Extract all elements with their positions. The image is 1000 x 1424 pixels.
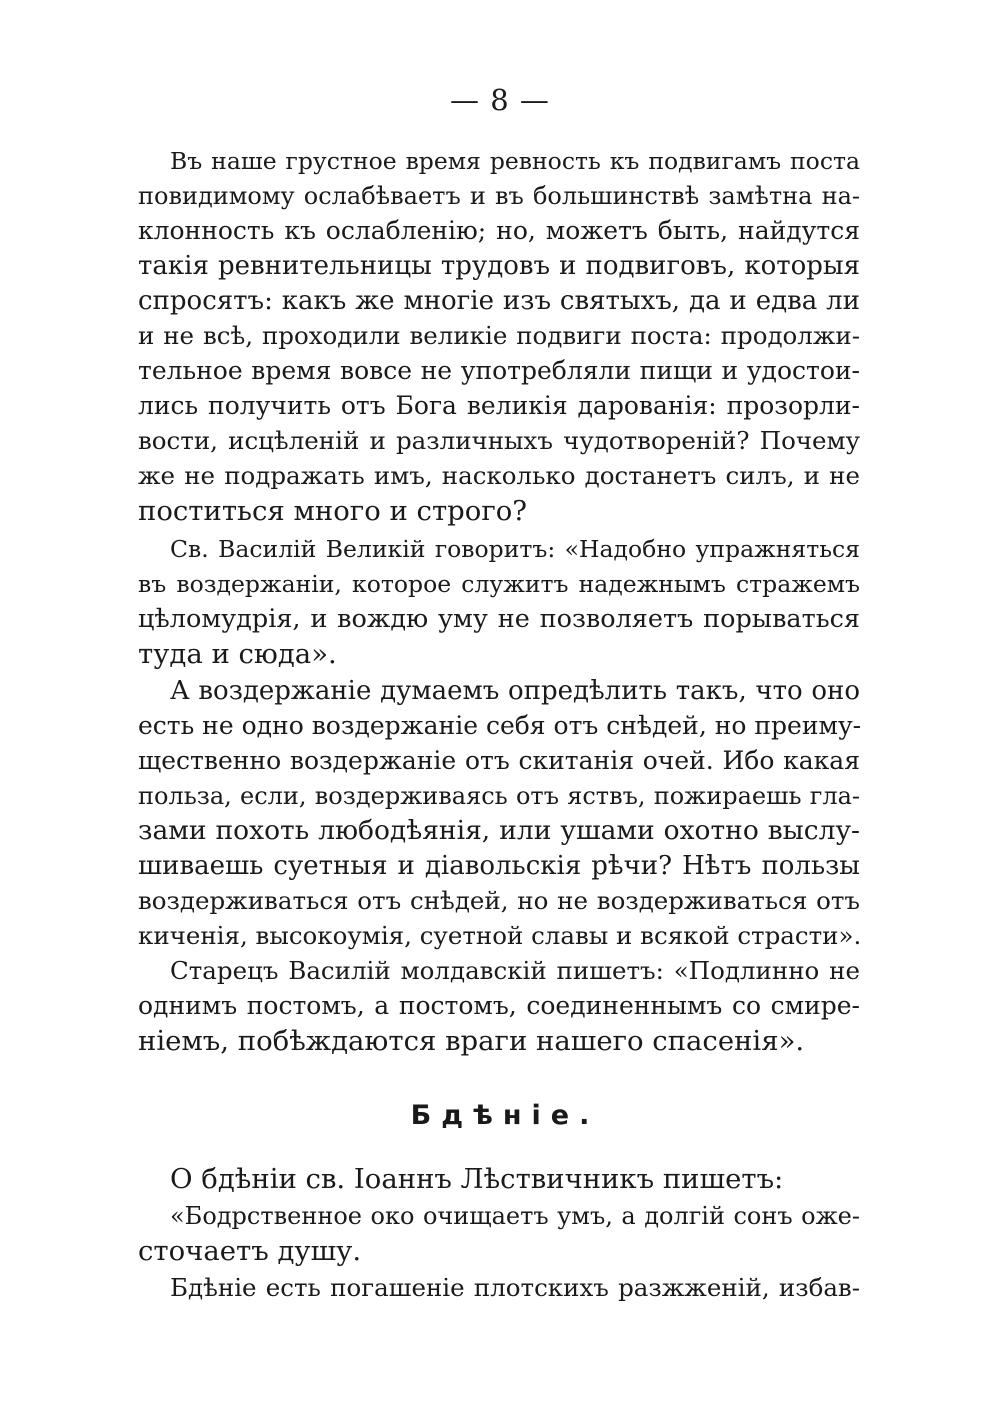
- text-line: киченія, высокоумія, суетной славы и всякой страсти».: [138, 921, 862, 950]
- text-line: щественно воздержаніе отъ скитанія очей. Ибо какая: [138, 746, 860, 775]
- text-line: сточаетъ душу.: [138, 1235, 362, 1267]
- text-line: Бдѣніе есть погашеніе плотскихъ разжженій, избав-: [170, 1273, 860, 1302]
- text-line: лись получить отъ Бога великія дарованія: прозорли-: [138, 391, 860, 420]
- text-line: есть не одно воздержаніе себя отъ снѣдей, но преиму-: [138, 711, 862, 740]
- text-line: зами похоть любодѣянія, или ушами охотно выслу-: [138, 815, 860, 846]
- text-line: клонность къ ослабленію; но, можетъ быть, найдутся: [138, 216, 860, 245]
- page-number: — 8 —: [450, 83, 550, 117]
- text-line: польза, если, воздерживаясь отъ яствъ, пожираешь гла-: [138, 782, 860, 810]
- section-heading: Бдѣніе.: [410, 1100, 600, 1131]
- text-line: О бдѣніи св. Іоаннъ Лѣствичникъ пишетъ:: [170, 1163, 784, 1195]
- text-line: однимъ постомъ, а постомъ, соединеннымъ со смире-: [138, 991, 860, 1020]
- text-line: шиваешь суетныя и діавольскія рѣчи? Нѣтъ пользы: [138, 851, 860, 881]
- text-line: повидимому ослабѣваетъ и въ большинствѣ замѣтна на-: [138, 182, 860, 210]
- text-line: ніемъ, побѣждаются враги нашего спасенія».: [138, 1025, 805, 1057]
- text-line: поститься много и строго?: [138, 495, 528, 527]
- text-line: цѣломудрія, и вождю уму не позволяетъ порываться: [138, 604, 860, 634]
- text-line: Старецъ Василій молдавскій пишетъ: «Подлинно не: [170, 956, 860, 985]
- text-line: же не подражать имъ, насколько достанетъ силъ, и не: [138, 461, 860, 490]
- text-line: воздерживаться отъ снѣдей, но не воздерживаться отъ: [138, 886, 860, 915]
- text-line: вости, исцѣленій и различныхъ чудотвореній? Почему: [138, 426, 860, 455]
- text-line: спросятъ: какъ же многіе изъ святыхъ, да и едва ли: [138, 286, 860, 316]
- text-line: А воздержаніе думаемъ опредѣлить такъ, что оно: [170, 676, 860, 706]
- text-line: и не всѣ, проходили великіе подвиги поста: продолжи-: [138, 321, 860, 350]
- text-line: въ воздержаніи, которое служитъ надежнымъ стражемъ: [138, 570, 860, 598]
- text-line: Св. Василій Великій говоритъ: «Надобно упражняться: [170, 535, 860, 563]
- text-line: Въ наше грустное время ревность къ подвигамъ поста: [170, 147, 860, 175]
- text-line: «Бодрственное око очищаетъ умъ, а долгій сонъ оже-: [170, 1202, 860, 1230]
- text-line: такія ревнительницы трудовъ и подвиговъ, которыя: [138, 251, 860, 281]
- text-line: тельное время вовсе не употребляли пищи и удостои-: [138, 356, 860, 385]
- text-line: туда и сюда».: [138, 638, 337, 670]
